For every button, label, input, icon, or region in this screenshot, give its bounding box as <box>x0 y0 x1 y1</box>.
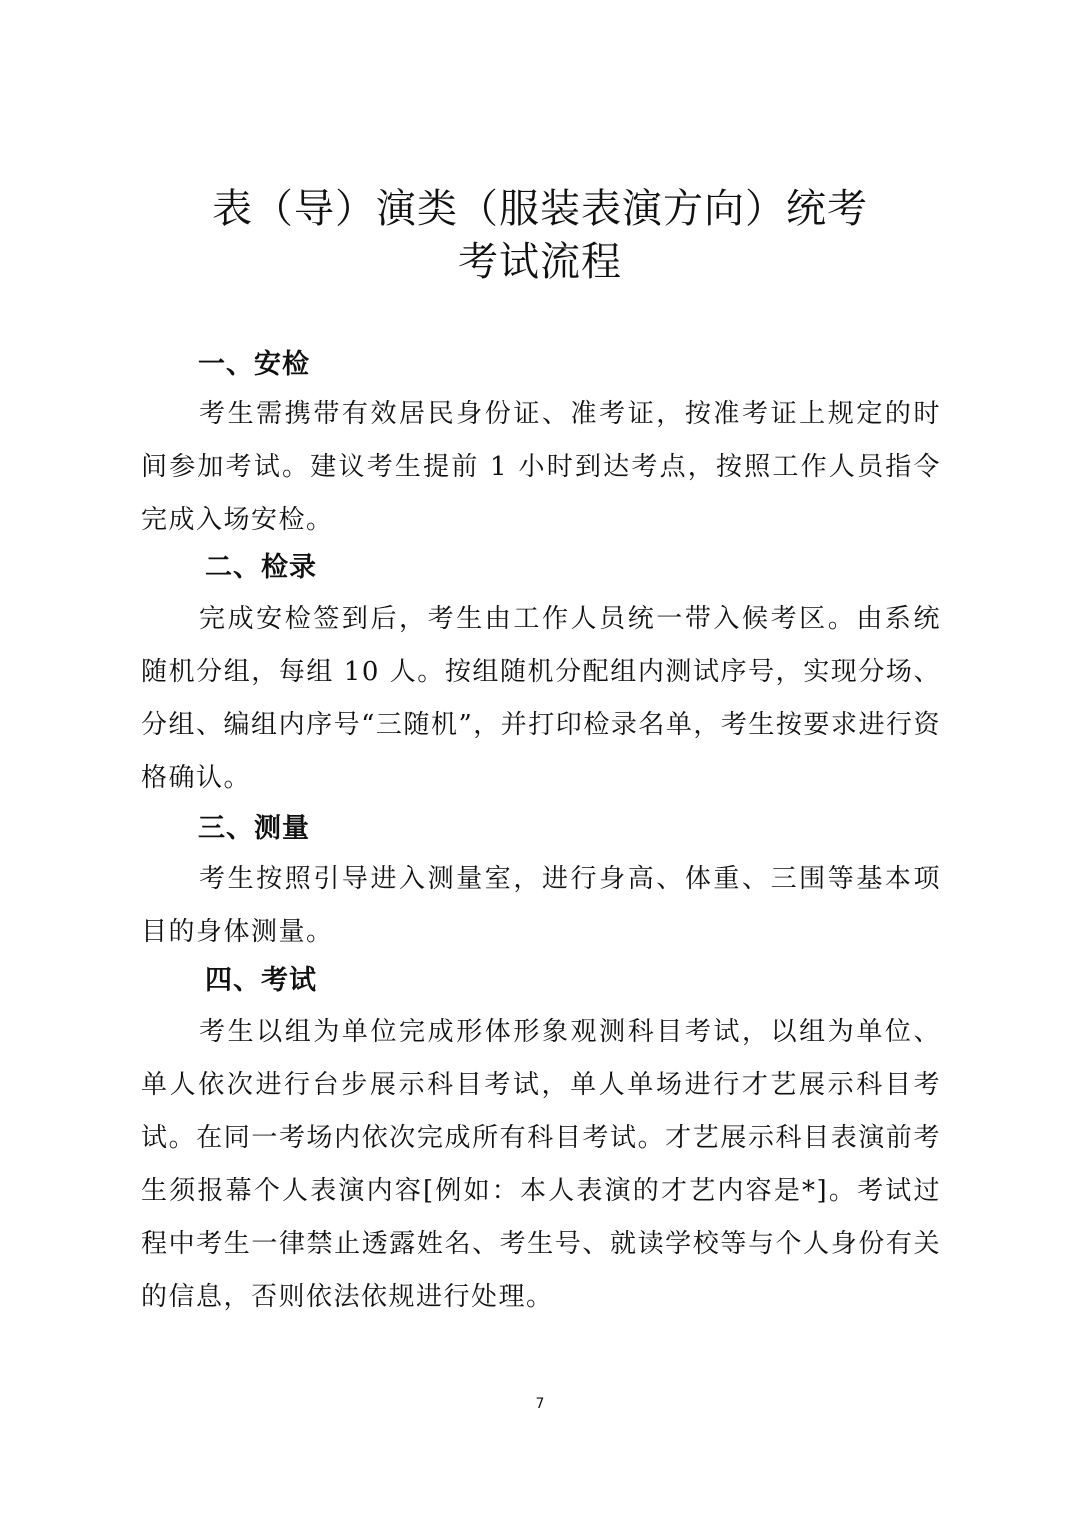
document-title: 表（导）演类（服装表演方向）统考 <box>212 186 868 232</box>
section-heading-check-in: 二、检录 <box>205 552 317 583</box>
section-heading-security-check: 一、安检 <box>198 349 310 380</box>
section-heading-exam: 四、考试 <box>205 965 317 996</box>
section-body-exam: 考生以组为单位完成形体形象观测科目考试，以组为单位、单人依次进行台步展示科目考试，单人单场进行才艺展示科目考试。在同一考场内依次完成所有科目考试。才艺展示科目表演前考生须报幕个人表演内容[例如：本人表演的才艺内容是*]。考试过程中考生一律禁止透露姓名、考生号、就读学校等与个人身份有关的信息，否则依法依规进行处理。 <box>141 1017 941 1312</box>
section-body-measurement: 考生按照引导进入测量室，进行身高、体重、三围等基本项目的身体测量。 <box>141 864 941 947</box>
document-subtitle: 考试流程 <box>458 239 622 285</box>
section-body-security-check: 考生需携带有效居民身份证、准考证，按准考证上规定的时间参加考试。建议考生提前 1 小时到达考点，按照工作人员指令完成入场安检。 <box>141 399 941 535</box>
page-number: 7 <box>535 1396 545 1412</box>
section-heading-measurement: 三、测量 <box>198 813 310 844</box>
section-body-check-in: 完成安检签到后，考生由工作人员统一带入候考区。由系统随机分组，每组 10 人。按组随机分配组内测试序号，实现分场、分组、编组内序号“三随机”，并打印检录名单，考生按要求进行资格确认。 <box>141 604 941 793</box>
